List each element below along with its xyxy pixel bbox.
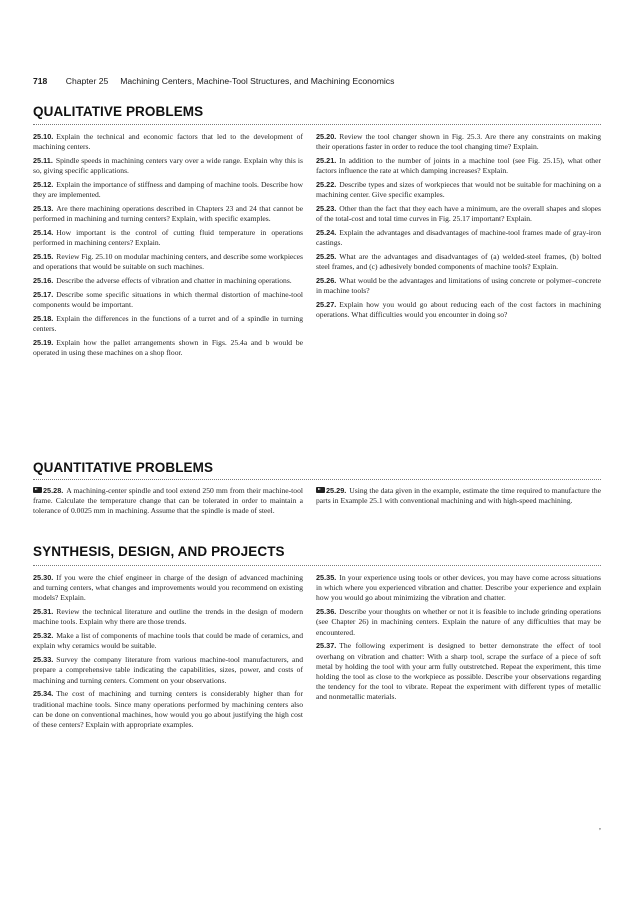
problem-item: [33, 689, 303, 730]
problem-number: 25.35.: [316, 573, 337, 582]
qualitative-left-column: [33, 132, 303, 362]
problem-text: Are there machining operations described in Chapters 23 and 24 that cannot be performed in machining and turning centers? Explain, with specific examples.: [33, 204, 303, 224]
problem-number: 25.27.: [316, 300, 337, 309]
problem-text: Explain the differences in the functions of a turret and of a spindle in turning centers.: [33, 313, 303, 333]
problem-item: [33, 180, 303, 200]
problem-text: In addition to the number of joints in a machine tool (see Fig. 25.15), what other factors influence the rate at which damping increases? Explain.: [316, 156, 601, 176]
problem-text: Other than the fact that they each have a minimum, are the overall shapes and slopes of the total-cost and total time curves in Fig. 25.17 important? Explain.: [316, 204, 601, 224]
problem-item: [316, 486, 601, 506]
problem-number: 25.24.: [316, 228, 337, 237]
problem-text: Explain the advantages and disadvantages of machine-tool frames made of gray-iron castings.: [316, 228, 601, 248]
problem-item: [33, 607, 303, 627]
problem-number: 25.33.: [33, 655, 54, 665]
section-divider: [33, 565, 601, 566]
problem-text: What are the advantages and disadvantages of (a) welded-steel frames, (b) bolted steel frames, and (c) adhesively bonded components of machine tools? Explain.: [316, 252, 601, 272]
problem-item: [33, 486, 303, 517]
problem-number: 25.15.: [33, 252, 54, 261]
problem-item: [33, 276, 303, 286]
problem-number: 25.19.: [33, 337, 54, 347]
problem-text: Describe the adverse effects of vibration and chatter in machining operations.: [56, 276, 292, 285]
problem-text: Explain the importance of stiffness and damping of machine tools. Describe how they are implemented.: [33, 180, 303, 200]
problem-number: 25.22.: [316, 180, 337, 189]
problem-item: [316, 300, 601, 320]
problem-item: [33, 204, 303, 224]
quantitative-right-column: [316, 486, 601, 510]
problem-text: Explain the technical and economic factors that led to the development of machining centers.: [33, 132, 303, 152]
problem-item: [316, 132, 601, 152]
problem-item: [316, 573, 601, 604]
problem-text: Explain how the pallet arrangements shown in Figs. 25.4a and b would be operated in using these machines on a shop floor.: [33, 337, 303, 357]
problem-text: Describe some specific situations in which thermal distortion of machine-tool components would be important.: [33, 289, 303, 309]
problem-text: The cost of machining and turning centers is considerably higher than for traditional machine tools. Since many operations performed by machining centers also can be done on conventional machines, how would you go about justifying the high cost of these centers? Explain with appropriate examples.: [33, 689, 303, 730]
problem-text: Review the tool changer shown in Fig. 25.3. Are there any constraints on making their operations faster in order to reduce the tool changing time? Explain.: [316, 132, 601, 152]
problem-number: 25.12.: [33, 180, 54, 189]
problem-number: 25.31.: [33, 607, 54, 617]
problem-number: 25.16.: [33, 276, 54, 285]
section-divider: [33, 479, 601, 480]
problem-item: [33, 655, 303, 686]
synthesis-heading: SYNTHESIS, DESIGN, AND PROJECTS: [33, 544, 285, 559]
problem-item: [316, 180, 601, 200]
page-number: 718: [33, 76, 48, 86]
problem-text: Survey the company literature from various machine-tool manufacturers, and prepare a comprehensive table indicating the capabilities, sizes, power, and costs of machining and turning centers. Comment on your observations.: [33, 655, 303, 685]
problem-text: Review the technical literature and outline the trends in the design of modern machine tools. Explain why there are those trends.: [33, 607, 303, 627]
problem-number: 25.26.: [316, 276, 337, 285]
problem-item: [33, 631, 303, 651]
problem-item: [33, 573, 303, 604]
problem-number: 25.32.: [33, 631, 54, 641]
quantitative-heading: QUANTITATIVE PROBLEMS: [33, 460, 214, 475]
running-header: [33, 76, 613, 90]
problem-item: [316, 252, 601, 272]
problem-number: 25.23.: [316, 204, 337, 213]
problem-number: 25.30.: [33, 573, 54, 582]
problem-item: [316, 276, 601, 296]
stray-mark: ,: [599, 822, 601, 831]
problem-number: 25.37.: [316, 641, 337, 651]
synthesis-right-column: [316, 573, 601, 706]
problem-item: [33, 228, 303, 248]
problem-number: 25.18.: [33, 313, 54, 323]
qualitative-heading: QUALITATIVE PROBLEMS: [33, 104, 204, 119]
problem-number: 25.13.: [33, 204, 54, 213]
problem-item: [33, 252, 303, 272]
problem-text: In your experience using tools or other devices, you may have come across situations in which where you experienced vibration and chatter. Describe your experience and explain how you would go about minimizing the vibration and chatter.: [316, 573, 601, 603]
problem-number: 25.21.: [316, 156, 337, 165]
problem-item: [316, 228, 601, 248]
problem-text: Explain how you would go about reducing each of the cost factors in machining operations. What difficulties would you encounter in doing so?: [316, 300, 601, 320]
problem-number: 25.17.: [33, 289, 54, 299]
synthesis-left-column: [33, 573, 303, 734]
problem-item: [33, 132, 303, 152]
problem-item: [33, 338, 303, 358]
problem-number: 25.36.: [316, 607, 337, 617]
problem-text: Describe types and sizes of workpieces that would not be suitable for machining on a machining center. Give specific examples.: [316, 180, 601, 200]
problem-number: 25.14.: [33, 228, 54, 237]
problem-item: [33, 156, 303, 176]
problem-text: Make a list of components of machine tools that could be made of ceramics, and explain why ceramics would be suitable.: [33, 631, 303, 651]
section-divider: [33, 124, 601, 125]
problem-number: 25.11.: [33, 156, 53, 165]
problem-number: 25.10.: [33, 132, 54, 141]
qualitative-right-column: [316, 132, 601, 324]
problem-text: Describe your thoughts on whether or not it is feasible to include grinding operations (see Chapter 26) in machining centers. Explain the nature of any difficulties that may be encountered.: [316, 607, 601, 637]
problem-number: 25.25.: [316, 252, 337, 261]
problem-text: What would be the advantages and limitations of using concrete or polymer–concrete in machine tools?: [316, 276, 601, 296]
problem-item: [316, 607, 601, 638]
problem-item: [33, 290, 303, 310]
problem-item: [33, 314, 303, 334]
problem-text: A machining-center spindle and tool extend 250 mm from their machine-tool frame. Calculate the temperature change that can be tolerated in order to maintain a tolerance of 0.0025 mm in machining. Assume that the spindle is made of steel.: [33, 486, 303, 516]
problem-item: [316, 641, 601, 702]
problem-text: The following experiment is designed to better demonstrate the effect of tool overhang on vibration and chatter: With a sharp tool, scrape the surface of a piece of soft metal by holding the tool with your arm fully outstretched. Repeat the experiment, this time holding the tool as close to the workpiece as possible. Describe your observations regarding the tendency for the tool to vibrate. Repeat the experiment with different types of metallic and nonmetallic materials.: [316, 641, 601, 702]
problem-number: 25.28.: [43, 486, 64, 495]
problem-number: 25.29.: [326, 486, 347, 495]
problem-text: If you were the chief engineer in charge of the design of advanced machining and turning centers, what changes and improvements would you recommend on existing models? Explain.: [33, 573, 303, 603]
problem-item: [316, 204, 601, 224]
problem-text: How important is the control of cutting fluid temperature in operations performed in machining centers? Explain.: [33, 228, 303, 248]
problem-text: Using the data given in the example, estimate the time required to manufacture the parts in Example 25.1 with conventional machining and with high-speed machining.: [316, 486, 601, 506]
problem-text: Review Fig. 25.10 on modular machining centers, and describe some workpieces and operations that would be suitable on such machines.: [33, 252, 303, 272]
chapter-title: Chapter 25 Machining Centers, Machine-Tool Structures, and Machining Economics: [65, 76, 395, 86]
video-solution-icon: [33, 487, 42, 494]
video-solution-icon: [316, 487, 325, 494]
problem-number: 25.20.: [316, 132, 337, 141]
problem-number: 25.34.: [33, 689, 54, 699]
problem-item: [316, 156, 601, 176]
quantitative-left-column: [33, 486, 303, 520]
problem-text: Spindle speeds in machining centers vary over a wide range. Explain why this is so, giving specific applications.: [33, 156, 303, 176]
